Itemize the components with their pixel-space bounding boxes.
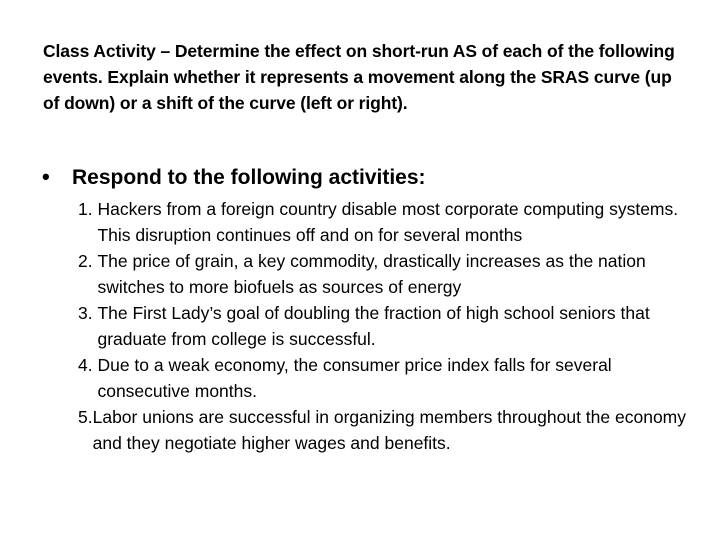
- activity-number: 2.: [78, 251, 98, 271]
- activity-item-5: [78, 404, 698, 456]
- activity-item-2: [78, 248, 698, 300]
- activity-text: The First Lady’s goal of doubling the fraction of high school seniors that graduate from college is successful.: [97, 303, 650, 349]
- activity-number: 4.: [78, 355, 98, 375]
- activity-text: Hackers from a foreign country disable most corporate computing systems. This disruption continues off and on for several months: [97, 199, 679, 245]
- activity-text: Labor unions are successful in organizing members throughout the economy and they negotiate higher wages and benefits.: [92, 407, 687, 453]
- activity-item-3: [78, 300, 698, 352]
- bullet-heading-text: Respond to the following activities:: [72, 166, 426, 189]
- activity-item-1: [78, 196, 698, 248]
- activity-text: The price of grain, a key commodity, drastically increases as the nation switches to more biofuels as sources of energy: [97, 251, 646, 297]
- activity-number: 5.: [78, 407, 93, 427]
- activity-text: Due to a weak economy, the consumer price index falls for several consecutive months.: [97, 355, 612, 401]
- activities-list: [78, 196, 698, 456]
- activity-number: 3.: [78, 303, 98, 323]
- bullet-icon: •: [42, 164, 50, 189]
- activity-number: 1.: [78, 199, 98, 219]
- activity-item-4: [78, 352, 698, 404]
- activity-instructions: Class Activity – Determine the effect on short-run AS of each of the following events. Explain whether it represents a movement along the SRAS curve (up of down) or a shift of the curve (left or right).: [43, 41, 675, 113]
- bullet-heading: [42, 164, 692, 192]
